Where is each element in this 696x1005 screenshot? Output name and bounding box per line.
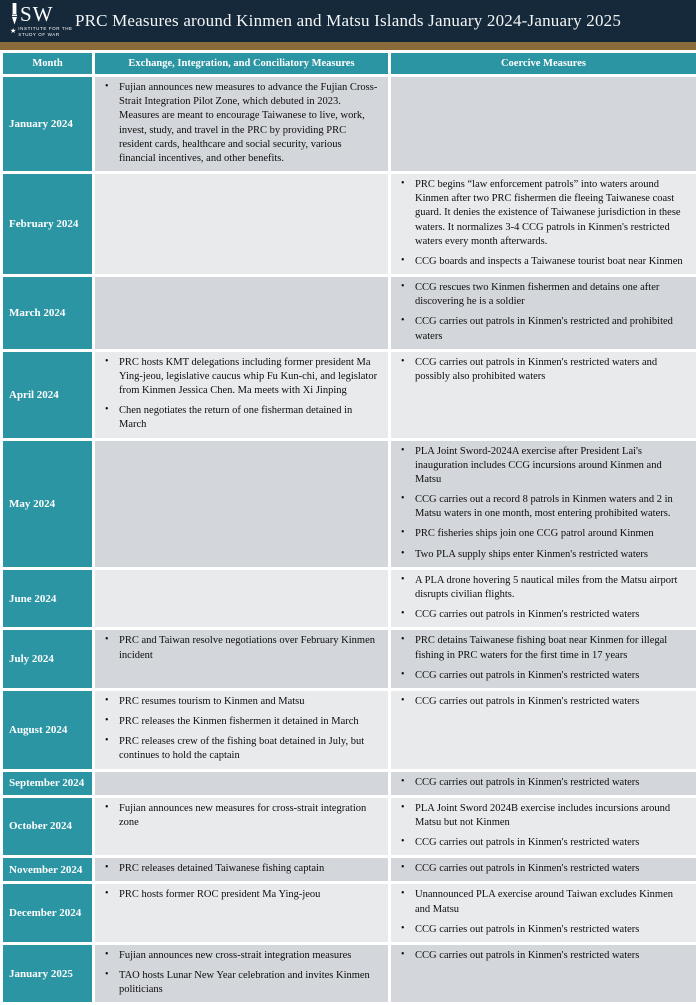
coercive-cell [391, 352, 696, 438]
bullet-item: • Fujian announces new measures to advance the Fujian Cross-Strait Integration Pilot Zone, which debuted in 2023. Measures are meant to encourage Taiwanese to live, work, invest, study, and travel in the PRC by providing PRC resident cards, healthcare and social security, various financial incentives, and other benefits. [99, 81, 380, 166]
bullet-list [99, 695, 380, 764]
isw-logo-subtitle [10, 26, 73, 37]
exchange-cell [95, 352, 388, 438]
bullet-item: • CCG carries out patrols in Kinmen's restricted waters [395, 695, 688, 709]
bullet-list [395, 178, 688, 269]
bullet-item: • CCG boards and inspects a Taiwanese tourist boat near Kinmen [395, 255, 688, 269]
table-row [3, 884, 696, 942]
table-row [3, 277, 696, 349]
bullet-list [99, 81, 380, 166]
table-row [3, 441, 696, 567]
isw-logo-subtext-line1: INSTITUTE FOR THE [18, 26, 73, 31]
bullet-list [395, 574, 688, 623]
bullet-item: • PRC begins “law enforcement patrols” into waters around Kinmen after two PRC fishermen die fleeing Taiwanese coast guard. It denies the existence of Taiwanese jurisdiction in these waters. It normalizes 3-4 CCG patrols in Kinmen's restricted waters every month afterwards. [395, 178, 688, 249]
bullet-item: • CCG carries out patrols in Kinmen's restricted waters [395, 923, 688, 937]
exchange-cell [95, 691, 388, 769]
bullet-list [99, 949, 380, 998]
bullet-list [395, 281, 688, 344]
column-header-month: Month [3, 53, 92, 74]
bullet-list [99, 802, 380, 830]
table-row [3, 174, 696, 274]
month-cell: August 2024 [3, 691, 92, 769]
month-cell: November 2024 [3, 858, 92, 881]
coercive-cell [391, 630, 696, 688]
coercive-cell [391, 174, 696, 274]
table-row [3, 798, 696, 856]
bullet-item: • PRC resumes tourism to Kinmen and Matsu [99, 695, 380, 709]
exchange-cell [95, 174, 388, 274]
coercive-cell [391, 772, 696, 795]
month-cell: January 2024 [3, 77, 92, 171]
bullet-item: • Unannounced PLA exercise around Taiwan excludes Kinmen and Matsu [395, 888, 688, 916]
bullet-item: • PRC releases detained Taiwanese fishing captain [99, 862, 380, 876]
bullet-item: • PRC releases the Kinmen fishermen it detained in March [99, 715, 380, 729]
table-row [3, 945, 696, 1003]
bullet-list [99, 888, 380, 902]
bullet-item: • CCG carries out patrols in Kinmen's restricted waters [395, 669, 688, 683]
table-header [3, 53, 696, 74]
bullet-list [395, 802, 688, 851]
table-row [3, 352, 696, 438]
bullet-item: • PLA Joint Sword 2024B exercise includes incursions around Matsu but not Kinmen [395, 802, 688, 830]
month-cell: May 2024 [3, 441, 92, 567]
bullet-list [99, 634, 380, 662]
coercive-cell [391, 77, 696, 171]
column-header-exchange: Exchange, Integration, and Conciliatory Measures [95, 53, 388, 74]
bullet-item: • Two PLA supply ships enter Kinmen's restricted waters [395, 548, 688, 562]
bullet-list [395, 949, 688, 963]
bullet-item: • Fujian announces new measures for cross-strait integration zone [99, 802, 380, 830]
bullet-item: • CCG carries out patrols in Kinmen's restricted and prohibited waters [395, 315, 688, 343]
month-cell: December 2024 [3, 884, 92, 942]
isw-logo-subtext-line2: STUDY OF WAR [18, 31, 60, 37]
bullet-item: • PRC hosts former ROC president Ma Ying-jeou [99, 888, 380, 902]
coercive-cell [391, 884, 696, 942]
coercive-cell [391, 277, 696, 349]
table-row [3, 691, 696, 769]
gold-divider [0, 42, 696, 50]
exchange-cell [95, 630, 388, 688]
table-row [3, 772, 696, 795]
coercive-cell [391, 798, 696, 856]
table-body [3, 77, 696, 1002]
exchange-cell [95, 858, 388, 881]
coercive-cell [391, 441, 696, 567]
month-cell: March 2024 [3, 277, 92, 349]
exchange-cell [95, 277, 388, 349]
pen-icon [10, 3, 19, 25]
month-cell: September 2024 [3, 772, 92, 795]
table-row [3, 630, 696, 688]
exchange-cell [95, 945, 388, 1003]
bullet-item: • PRC hosts KMT delegations including former president Ma Ying-jeou, legislative caucus whip Fu Kun-chi, and legislator from Kinmen Jessica Chen. Ma meets with Xi Jinping [99, 356, 380, 399]
exchange-cell [95, 884, 388, 942]
table-row [3, 570, 696, 628]
bullet-list [395, 862, 688, 876]
month-cell: April 2024 [3, 352, 92, 438]
month-cell: February 2024 [3, 174, 92, 274]
bullet-item: • PRC fisheries ships join one CCG patrol around Kinmen [395, 527, 688, 541]
bullet-list [395, 888, 688, 937]
bullet-list [395, 695, 688, 709]
table-header-row [3, 53, 696, 74]
bullet-item: • CCG carries out a record 8 patrols in Kinmen waters and 2 in Matsu waters in one month, most entering prohibited waters. [395, 493, 688, 521]
bullet-item: • Chen negotiates the return of one fisherman detained in March [99, 404, 380, 432]
exchange-cell [95, 798, 388, 856]
exchange-cell [95, 772, 388, 795]
page-title: PRC Measures around Kinmen and Matsu Islands January 2024-January 2025 [74, 11, 622, 30]
bullet-item: • CCG carries out patrols in Kinmen's restricted waters [395, 836, 688, 850]
month-cell: July 2024 [3, 630, 92, 688]
isw-logo-subtext [18, 26, 72, 37]
bullet-item: • CCG carries out patrols in Kinmen's restricted waters [395, 862, 688, 876]
month-cell: October 2024 [3, 798, 92, 856]
bullet-list [99, 862, 380, 876]
month-cell: June 2024 [3, 570, 92, 628]
bullet-list [99, 356, 380, 433]
coercive-cell [391, 945, 696, 1003]
table-row [3, 77, 696, 171]
month-cell: January 2025 [3, 945, 92, 1003]
bullet-item: • PRC and Taiwan resolve negotiations over February Kinmen incident [99, 634, 380, 662]
bullet-item: • CCG rescues two Kinmen fishermen and detains one after discovering he is a soldier [395, 281, 688, 309]
bullet-item: • CCG carries out patrols in Kinmen's restricted waters [395, 949, 688, 963]
bullet-item: • CCG carries out patrols in Kinmen's restricted waters [395, 608, 688, 622]
exchange-cell [95, 570, 388, 628]
coercive-cell [391, 691, 696, 769]
bullet-item: • Fujian announces new cross-strait integration measures [99, 949, 380, 963]
bullet-item: • PLA Joint Sword-2024A exercise after President Lai's inauguration includes CCG incursions around Kinmen and Matsu [395, 445, 688, 488]
column-header-coercive: Coercive Measures [391, 53, 696, 74]
star-icon: ★ [10, 27, 17, 36]
exchange-cell [95, 77, 388, 171]
isw-logo [10, 3, 73, 37]
bullet-item: • PRC detains Taiwanese fishing boat near Kinmen for illegal fishing in PRC waters for the first time in 17 years [395, 634, 688, 662]
bullet-list [395, 356, 688, 384]
bullet-list [395, 445, 688, 562]
bullet-item: • CCG carries out patrols in Kinmen's restricted waters and possibly also prohibited waters [395, 356, 688, 384]
bullet-item: • TAO hosts Lunar New Year celebration and invites Kinmen politicians [99, 969, 380, 997]
isw-logo-main [10, 3, 73, 25]
bullet-item: • CCG carries out patrols in Kinmen's restricted waters [395, 776, 688, 790]
table-row [3, 858, 696, 881]
bullet-list [395, 634, 688, 683]
exchange-cell [95, 441, 388, 567]
bullet-item: • A PLA drone hovering 5 nautical miles from the Matsu airport disrupts civilian flights. [395, 574, 688, 602]
coercive-cell [391, 858, 696, 881]
report-header [0, 0, 696, 42]
coercive-cell [391, 570, 696, 628]
measures-table [0, 50, 696, 1005]
bullet-list [395, 776, 688, 790]
isw-logo-text: SW [20, 2, 54, 26]
bullet-item: • PRC releases crew of the fishing boat detained in July, but continues to hold the captain [99, 735, 380, 763]
